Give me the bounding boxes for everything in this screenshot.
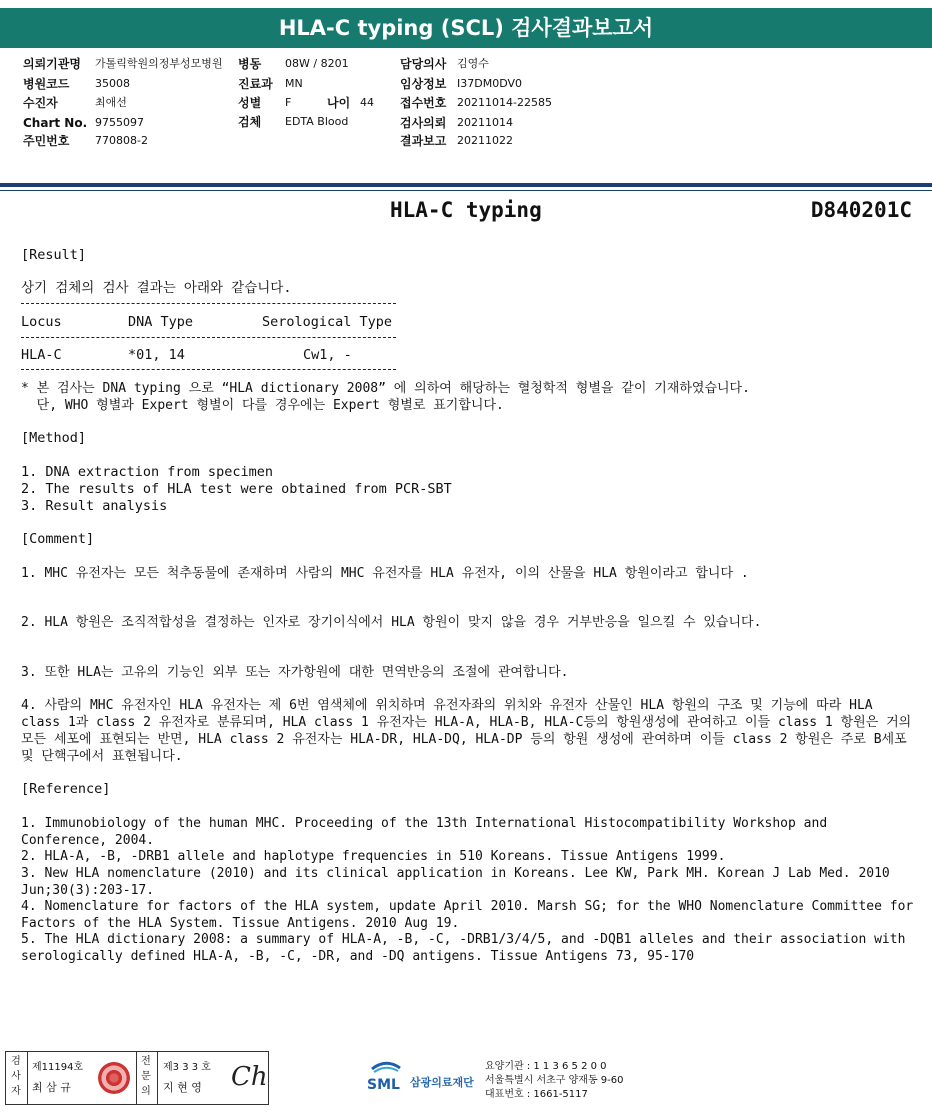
recipient-label: 수진자 [23, 96, 58, 110]
recipient-value: 최애선 [95, 96, 127, 109]
reviewer-name: 지 현 영 [163, 1081, 202, 1094]
result-intro: 상기 검체의 검사 결과는 아래와 같습니다. [21, 280, 292, 296]
reference-item: 3. New HLA nomenclature (2010) and its clinical application in Koreans. Lee KW, Park MH. Korean J Lab Med. 2010 Jun;30(3):203-17. [21, 866, 890, 898]
institution-value: 가톨릭학원의정부성모병원 [95, 57, 223, 70]
department-label: 진료과 [238, 77, 273, 91]
divider-thick [0, 183, 932, 187]
sex-label: 성별 [238, 96, 262, 110]
examiner-name: 최 삼 규 [32, 1081, 71, 1094]
examiner-label: 검사자 [11, 1056, 21, 1097]
agency-number: 요양기관 : 1 1 3 6 5 2 0 0 [485, 1061, 607, 1072]
ward-value: 08W / 8201 [285, 57, 349, 70]
reference-heading: [Reference] [21, 781, 111, 797]
reviewer-label: 전문의 [141, 1056, 151, 1097]
org-phone: 대표번호 : 1661-5117 [485, 1089, 588, 1100]
receipt-no-label: 접수번호 [400, 96, 447, 110]
sex-value: F [285, 96, 292, 109]
result-heading: [Result] [21, 247, 87, 263]
age-label: 나이 [327, 96, 351, 110]
request-date-value: 20211014 [457, 116, 513, 129]
column-header-serological-type: Serological Type [262, 314, 393, 330]
examiner-license: 제11194호 [32, 1062, 84, 1073]
signature-box [5, 1051, 269, 1105]
comment-item: 3. 또한 HLA는 고유의 기능인 외부 또는 자가항원에 대한 면역반응의 조절에 관여합니다. [21, 665, 569, 680]
result-serological-type: Cw1, - [303, 347, 352, 363]
test-code: D840201C [810, 198, 912, 222]
report-date-value: 20211022 [457, 134, 513, 147]
report-date-label: 결과보고 [400, 134, 447, 148]
org-address: 서울특별시 서초구 양재동 9-60 [485, 1075, 624, 1086]
table-divider [21, 369, 396, 370]
resident-no-value: 770808-2 [95, 134, 148, 147]
specimen-value: EDTA Blood [285, 115, 349, 128]
signature: Ch [231, 1062, 268, 1092]
receipt-no-value: 20211014-22585 [457, 96, 552, 109]
institution-label: 의뢰기관명 [23, 57, 81, 71]
doctor-label: 담당의사 [400, 57, 447, 71]
clinical-info-label: 임상정보 [400, 77, 447, 91]
reviewer-license: 제3 3 3 호 [163, 1062, 211, 1073]
hospital-code-value: 35008 [95, 77, 130, 90]
ward-label: 병동 [238, 57, 262, 71]
reference-item: 5. The HLA dictionary 2008: a summary of HLA-A, -B, -C, -DRB1/3/4/5, and -DQB1 alleles and their association with serologically defined HLA-A, -B, -C, -DR, and -DQ antigens. Tissue Antigens 73, 95-170 [21, 932, 906, 964]
comment-item: 2. HLA 항원은 조직적합성을 결정하는 인자로 장기이식에서 HLA 항원이 맞지 않을 경우 거부반응을 일으킬 수 있습니다. [21, 615, 762, 630]
report-title: HLA-C typing (SCL) 검사결과보고서 [0, 8, 932, 48]
reference-item: 1. Immunobiology of the human MHC. Proceeding of the 13th International Histocompatibility Workshop and Conference, 2004. [21, 816, 828, 848]
resident-no-label: 주민번호 [23, 134, 70, 148]
result-locus: HLA-C [21, 347, 62, 363]
doctor-value: 김영수 [457, 57, 489, 70]
cell-divider [27, 1052, 28, 1104]
specimen-label: 검체 [238, 115, 262, 129]
cell-divider [136, 1052, 137, 1104]
column-header-dna-type: DNA Type [128, 314, 194, 330]
org-name: 삼광의료재단 [410, 1076, 474, 1089]
divider-thin [0, 190, 932, 191]
comment-item: 4. 사람의 MHC 유전자인 HLA 유전자는 제 6번 염색체에 위치하며 유전자좌의 위치와 유전자 산물인 HLA 항원의 구조 및 기능에 따라 HLA class 1과 class 2 유전자로 분류되며, HLA class 1 유전자는 HLA-A, HLA-B, HLA-C등의 항원생성에 관여하고 이들 class 1 항원은 거의 모든 세포에 표현되는 반면, HLA class 2 유전자는 HLA-DR, HLA-DQ, HLA-DP 등의 항원 생성에 관여하며 이들 class 2 항원은 주로 B세포 및 단핵구에서 표현됩니다. [21, 698, 912, 764]
chart-no-value: 9755097 [95, 116, 144, 129]
request-date-label: 검사의뢰 [400, 116, 447, 130]
result-note-line1: * 본 검사는 DNA typing 으로 “HLA dictionary 2008” 에 의하여 해당하는 혈청학적 형별을 같이 기재하였습니다. [21, 381, 750, 396]
chart-no-label: Chart No. [23, 116, 88, 130]
result-note-line2: 단, WHO 형별과 Expert 형별이 다를 경우에는 Expert 형별로 표기합니다. [21, 398, 504, 413]
table-divider [21, 337, 396, 338]
method-heading: [Method] [21, 430, 87, 446]
clinical-info-value: I37DM0DV0 [457, 77, 523, 90]
comment-item: 1. MHC 유전자는 모든 척추동물에 존재하며 사람의 MHC 유전자를 HLA 유전자, 이의 산물을 HLA 항원이라고 합니다 . [21, 566, 749, 581]
result-dna-type: *01, 14 [128, 347, 185, 363]
sml-logo-icon [366, 1060, 406, 1092]
method-item: 2. The results of HLA test were obtained from PCR-SBT [21, 481, 452, 497]
column-header-locus: Locus [21, 314, 62, 330]
method-item: 1. DNA extraction from specimen [21, 464, 273, 480]
age-value: 44 [360, 96, 374, 109]
reference-item: 4. Nomenclature for factors of the HLA system, update April 2010. Marsh SG; for the WHO Nomenclature Committee for Factors of the HLA System. Tissue Antigens. 2010 Aug 19. [21, 899, 914, 931]
test-name: HLA-C typing [390, 198, 542, 222]
logo-text: SML [367, 1077, 400, 1092]
table-divider [21, 303, 396, 304]
department-value: MN [285, 77, 303, 90]
hospital-code-label: 병원코드 [23, 77, 70, 91]
seal-stamp-icon [98, 1062, 130, 1094]
cell-divider [157, 1052, 158, 1104]
method-item: 3. Result analysis [21, 498, 168, 514]
comment-heading: [Comment] [21, 531, 95, 547]
reference-item: 2. HLA-A, -B, -DRB1 allele and haplotype frequencies in 510 Koreans. Tissue Antigens 1999. [21, 849, 726, 864]
